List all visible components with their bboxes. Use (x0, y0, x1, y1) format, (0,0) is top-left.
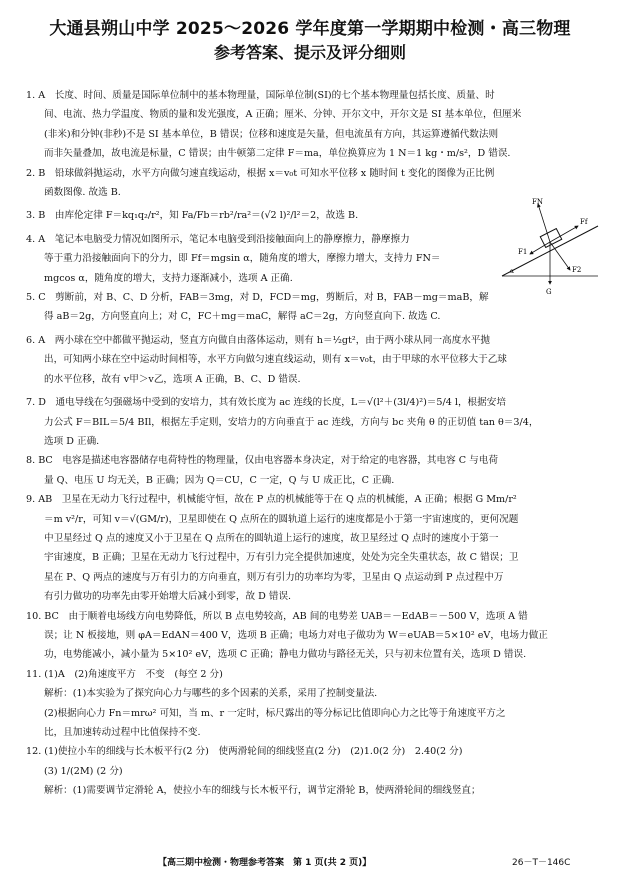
footer-page-info: 【高三期中检测・物理参考答案 第 1 页(共 2 页)】 (158, 858, 372, 868)
answer-line: 3. B 由库伦定律 F＝kq₁q₂/r²，知 Fa/Fb＝rb²/ra²＝(√2 l)²/l²＝2，故选 B. (26, 210, 359, 222)
page-subtitle: 参考答案、提示及评分细则 (213, 43, 406, 62)
answer-line: 间、电流、热力学温度、物质的量和发光强度，A 正确；厘米、分钟、开尔文中，开尔文是 SI 基本单位，但厘米 (44, 109, 522, 121)
answer-line: 函数图像. 故选 B. (44, 187, 121, 199)
label-f1: F1 (518, 248, 528, 256)
answer-4 (26, 230, 496, 288)
answer-line: 选项 D 正确. (44, 435, 100, 447)
answer-line: 出，可知两小球在空中运动时间相等，水平方向做匀速直线运动，则有 x＝v₀t，由于甲球的水平位移大于乙球 (44, 354, 507, 366)
answer-line: 解析：(1)本实验为了探究向心力与哪些的多个因素的关系，采用了控制变量法. (44, 688, 378, 700)
answer-line: 10. BC 由于顺着电场线方向电势降低，所以 B 点电势较高，AB 间的电势差 UAB＝－EdAB＝－500 V，选项 A 错 (26, 610, 528, 622)
footer-code: 26－T－146C (512, 858, 571, 868)
answer-line: 等于重力沿接触面向下的分力，即 Ff＝mgsin α，随角度的增大，摩擦力增大，支持力 FN＝ (44, 253, 441, 265)
answer-8 (26, 451, 596, 490)
answer-line: (2)根据向心力 Fn＝mrω² 可知，当 m、r 一定时，标尺露出的等分标记比值即向心力之比等于角速度平方之 (44, 707, 506, 719)
answer-line: 力公式 F＝BIL＝5/4 BIl，根据左手定则，安培力的方向垂直于 ac 连线，方向与 bc 夹角 θ 的正切值 tan θ＝3/4， (44, 416, 539, 428)
answer-3 (26, 206, 596, 225)
answer-line: 6. A 两小球在空中都做平抛运动，竖直方向做自由落体运动，则有 h＝½gt²，由于两小球从同一高度水平抛 (26, 334, 491, 346)
answer-12 (26, 742, 596, 800)
answer-line: 2. B 铅球做斜抛运动，水平方向做匀速直线运动，根据 x＝v₀t 可知水平位移 x 随时间 t 变化的图像为正比例 (26, 167, 495, 179)
answer-line: 的水平位移，故有 v甲＞v乙，选项 A 正确，B、C、D 错误. (44, 373, 301, 385)
answer-line: 量 Q、电压 U 均无关，B 正确；因为 Q＝CU，C 一定，Q 与 U 成正比，C 正确. (44, 474, 395, 486)
answer-line: 比，且加速转动过程中比值保持不变. (44, 727, 201, 738)
answer-7 (26, 393, 596, 451)
answer-9 (26, 490, 596, 606)
answer-line: 12. (1)使拉小车的细线与长木板平行(2 分) 使两滑轮间的细线竖直(2 分) (2)1.0(2 分) 2.40(2 分) (26, 746, 463, 758)
answer-line: 得 aB＝2g，方向竖直向上；对 C，FC＋mg＝maC，解得 aC＝2g，方向竖直向下. 故选 C. (44, 311, 441, 323)
answer-line: 宇宙速度，B 正确；卫星在无动力飞行过程中，万有引力完全提供加速度，处处为完全失重状态，故 C 错误；卫 (44, 552, 519, 564)
answer-line: (3) 1/(2M) (2 分) (44, 765, 123, 777)
answers-body (26, 86, 596, 801)
answer-line: 有引力做功的功率先由零开始增大后减小到零，故 D 错误. (44, 591, 292, 603)
answer-line: 4. A 笔记本电脑受力情况如图所示，笔记本电脑受到沿接触面向上的静摩擦力，静摩擦力 (26, 233, 410, 245)
answer-line: (非米)和分钟(非秒)不是 SI 基本单位，B 错误；位移和速度是矢量，但电流虽有方向，其运算遵循代数法则 (44, 128, 499, 140)
answer-2 (26, 164, 596, 203)
label-ff: Ff (580, 218, 588, 226)
answer-line: 11. (1)A (2)角速度平方 不变 (每空 2 分) (26, 668, 223, 680)
answer-line: 8. BC 电容是描述电容器储存电荷特性的物理量，仅由电容器本身决定，对于给定的电容器，其电容 C 与电荷 (26, 455, 498, 467)
answer-line: 星在 P、Q 两点的速度与万有引力的方向垂直，则万有引力的功率均为零，卫星由 Q 点运动到 P 点过程中万 (44, 571, 504, 583)
answer-1 (26, 86, 596, 164)
label-alpha: α (510, 268, 515, 275)
label-fn: FN (532, 198, 543, 206)
answer-line: 7. D 通电导线在匀强磁场中受到的安培力，其有效长度为 ac 连线的长度，L＝√(l²＋(3l/4)²)＝5/4 l，根据安培 (26, 397, 506, 409)
answer-10 (26, 607, 596, 665)
answer-line: 中卫星经过 Q 点的速度又小于卫星在 Q 点所在的圆轨道上运行的速度，故卫星经过 Q 点时的速度小于第一 (44, 532, 499, 544)
answer-line: 解析：(1)需要调节定滑轮 A，使拉小车的细线与长木板平行，调节定滑轮 B，使两滑轮间的细线竖直； (44, 785, 481, 797)
label-g: G (546, 288, 552, 296)
answer-11 (26, 665, 596, 743)
label-f2: F2 (572, 266, 582, 274)
answer-line: 5. C 剪断前，对 B、C、D 分析，FAB＝3mg，对 D，FCD＝mg，剪断后，对 B，FAB－mg＝maB，解 (26, 292, 489, 304)
answer-line: 9. AB 卫星在无动力飞行过程中，机械能守恒，故在 P 点的机械能等于在 Q 点的机械能，A 正确；根据 G Mm/r² (26, 494, 517, 506)
answer-6 (26, 331, 596, 389)
page-title: 大通县朔山中学 2025～2026 学年度第一学期期中检测・高三物理 (49, 19, 571, 39)
answer-line: 功，电势能减小，减小量为 5×10² eV，选项 C 正确；静电力做功与路径无关，只与初末位置有关，选项 D 错误. (44, 649, 527, 661)
answer-line: 1. A 长度、时间、质量是国际单位制中的基本物理量，国际单位制(SI)的七个基本物理量包括长度、质量、时 (26, 90, 495, 101)
answer-line: ＝m v²/r，可知 v＝√(GM/r)，卫星即使在 Q 点所在的圆轨道上运行的速度都是小于第一宇宙速度的，更何况题 (44, 513, 519, 525)
answer-line: 而非矢量叠加，故电流是标量，C 错误；由牛顿第二定律 F＝ma，单位换算应为 1 N＝1 kg・m/s²，D 错误. (44, 148, 511, 160)
answer-line: 误；让 N 板接地，则 φA＝EdAN＝400 V，选项 B 正确；电场力对电子做功为 W＝eUAB＝5×10² eV，电场力做正 (44, 629, 548, 641)
answer-5 (26, 288, 496, 327)
answer-line: mgcos α，随角度的增大，支持力逐渐减小，选项 A 正确. (44, 272, 293, 284)
